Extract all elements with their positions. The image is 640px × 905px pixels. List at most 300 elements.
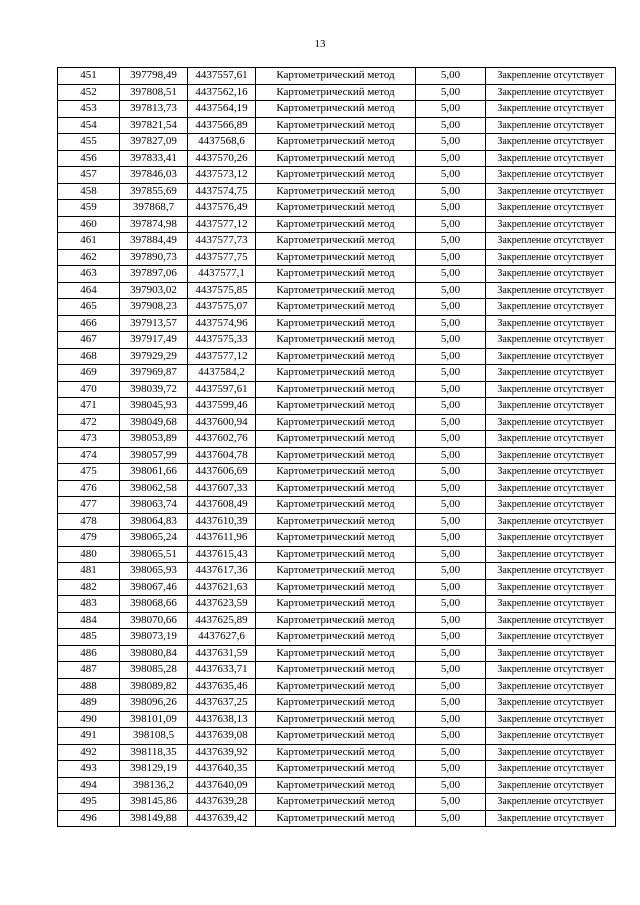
method-cell: Картометрический метод [256, 266, 416, 283]
fixation-cell: Закрепление отсутствует [486, 200, 616, 217]
method-cell: Картометрический метод [256, 563, 416, 580]
method-cell: Картометрический метод [256, 117, 416, 134]
fixation-cell: Закрепление отсутствует [486, 183, 616, 200]
y-coordinate-cell: 4437597,61 [188, 381, 256, 398]
x-coordinate-cell: 398129,19 [120, 761, 188, 778]
fixation-cell: Закрепление отсутствует [486, 612, 616, 629]
fixation-cell: Закрепление отсутствует [486, 629, 616, 646]
point-number-cell: 463 [58, 266, 120, 283]
accuracy-cell: 5,00 [416, 695, 486, 712]
accuracy-cell: 5,00 [416, 546, 486, 563]
x-coordinate-cell: 397798,49 [120, 68, 188, 85]
table-row [58, 299, 616, 316]
method-cell: Картометрический метод [256, 84, 416, 101]
x-coordinate-cell: 398067,46 [120, 579, 188, 596]
table-row [58, 761, 616, 778]
x-coordinate-cell: 398089,82 [120, 678, 188, 695]
fixation-cell: Закрепление отсутствует [486, 381, 616, 398]
method-cell: Картометрический метод [256, 695, 416, 712]
x-coordinate-cell: 397969,87 [120, 365, 188, 382]
method-cell: Картометрический метод [256, 464, 416, 481]
accuracy-cell: 5,00 [416, 761, 486, 778]
fixation-cell: Закрепление отсутствует [486, 150, 616, 167]
x-coordinate-cell: 398073,19 [120, 629, 188, 646]
accuracy-cell: 5,00 [416, 480, 486, 497]
x-coordinate-cell: 398064,83 [120, 513, 188, 530]
accuracy-cell: 5,00 [416, 134, 486, 151]
point-number-cell: 488 [58, 678, 120, 695]
y-coordinate-cell: 4437566,89 [188, 117, 256, 134]
table-row [58, 101, 616, 118]
x-coordinate-cell: 398118,35 [120, 744, 188, 761]
x-coordinate-cell: 398061,66 [120, 464, 188, 481]
x-coordinate-cell: 397846,03 [120, 167, 188, 184]
table-row [58, 464, 616, 481]
fixation-cell: Закрепление отсутствует [486, 464, 616, 481]
point-number-cell: 456 [58, 150, 120, 167]
method-cell: Картометрический метод [256, 315, 416, 332]
method-cell: Картометрический метод [256, 233, 416, 250]
point-number-cell: 451 [58, 68, 120, 85]
y-coordinate-cell: 4437604,78 [188, 447, 256, 464]
method-cell: Картометрический метод [256, 68, 416, 85]
x-coordinate-cell: 397897,06 [120, 266, 188, 283]
fixation-cell: Закрепление отсутствует [486, 431, 616, 448]
method-cell: Картометрический метод [256, 662, 416, 679]
x-coordinate-cell: 397821,54 [120, 117, 188, 134]
point-number-cell: 477 [58, 497, 120, 514]
x-coordinate-cell: 398049,68 [120, 414, 188, 431]
table-row [58, 117, 616, 134]
y-coordinate-cell: 4437640,35 [188, 761, 256, 778]
fixation-cell: Закрепление отсутствует [486, 68, 616, 85]
method-cell: Картометрический метод [256, 183, 416, 200]
y-coordinate-cell: 4437577,12 [188, 348, 256, 365]
method-cell: Картометрический метод [256, 348, 416, 365]
accuracy-cell: 5,00 [416, 68, 486, 85]
y-coordinate-cell: 4437602,76 [188, 431, 256, 448]
method-cell: Картометрический метод [256, 744, 416, 761]
accuracy-cell: 5,00 [416, 711, 486, 728]
fixation-cell: Закрепление отсутствует [486, 810, 616, 827]
method-cell: Картометрический метод [256, 777, 416, 794]
point-number-cell: 485 [58, 629, 120, 646]
point-number-cell: 494 [58, 777, 120, 794]
table-row [58, 513, 616, 530]
accuracy-cell: 5,00 [416, 117, 486, 134]
method-cell: Картометрический метод [256, 678, 416, 695]
point-number-cell: 467 [58, 332, 120, 349]
method-cell: Картометрический метод [256, 398, 416, 415]
fixation-cell: Закрепление отсутствует [486, 645, 616, 662]
point-number-cell: 491 [58, 728, 120, 745]
point-number-cell: 486 [58, 645, 120, 662]
x-coordinate-cell: 397908,23 [120, 299, 188, 316]
x-coordinate-cell: 398065,51 [120, 546, 188, 563]
x-coordinate-cell: 397890,73 [120, 249, 188, 266]
fixation-cell: Закрепление отсутствует [486, 480, 616, 497]
point-number-cell: 474 [58, 447, 120, 464]
method-cell: Картометрический метод [256, 200, 416, 217]
fixation-cell: Закрепление отсутствует [486, 315, 616, 332]
accuracy-cell: 5,00 [416, 563, 486, 580]
accuracy-cell: 5,00 [416, 777, 486, 794]
method-cell: Картометрический метод [256, 167, 416, 184]
table-row [58, 711, 616, 728]
x-coordinate-cell: 398068,66 [120, 596, 188, 613]
method-cell: Картометрический метод [256, 447, 416, 464]
method-cell: Картометрический метод [256, 332, 416, 349]
y-coordinate-cell: 4437640,09 [188, 777, 256, 794]
table-row [58, 266, 616, 283]
fixation-cell: Закрепление отсутствует [486, 728, 616, 745]
accuracy-cell: 5,00 [416, 183, 486, 200]
y-coordinate-cell: 4437577,1 [188, 266, 256, 283]
accuracy-cell: 5,00 [416, 233, 486, 250]
fixation-cell: Закрепление отсутствует [486, 233, 616, 250]
table-row [58, 662, 616, 679]
table-row [58, 497, 616, 514]
point-number-cell: 489 [58, 695, 120, 712]
table-row [58, 596, 616, 613]
accuracy-cell: 5,00 [416, 728, 486, 745]
y-coordinate-cell: 4437638,13 [188, 711, 256, 728]
x-coordinate-cell: 398108,5 [120, 728, 188, 745]
fixation-cell: Закрепление отсутствует [486, 216, 616, 233]
y-coordinate-cell: 4437608,49 [188, 497, 256, 514]
table-row [58, 579, 616, 596]
accuracy-cell: 5,00 [416, 612, 486, 629]
method-cell: Картометрический метод [256, 513, 416, 530]
point-number-cell: 495 [58, 794, 120, 811]
accuracy-cell: 5,00 [416, 398, 486, 415]
y-coordinate-cell: 4437633,71 [188, 662, 256, 679]
table-row [58, 563, 616, 580]
accuracy-cell: 5,00 [416, 381, 486, 398]
table-row [58, 645, 616, 662]
x-coordinate-cell: 398062,58 [120, 480, 188, 497]
y-coordinate-cell: 4437635,46 [188, 678, 256, 695]
x-coordinate-cell: 398057,99 [120, 447, 188, 464]
fixation-cell: Закрепление отсутствует [486, 761, 616, 778]
method-cell: Картометрический метод [256, 761, 416, 778]
x-coordinate-cell: 397813,73 [120, 101, 188, 118]
method-cell: Картометрический метод [256, 629, 416, 646]
x-coordinate-cell: 398149,88 [120, 810, 188, 827]
fixation-cell: Закрепление отсутствует [486, 711, 616, 728]
table-row [58, 431, 616, 448]
coordinates-table-body [58, 68, 616, 827]
method-cell: Картометрический метод [256, 579, 416, 596]
method-cell: Картометрический метод [256, 282, 416, 299]
method-cell: Картометрический метод [256, 299, 416, 316]
y-coordinate-cell: 4437627,6 [188, 629, 256, 646]
fixation-cell: Закрепление отсутствует [486, 84, 616, 101]
method-cell: Картометрический метод [256, 480, 416, 497]
point-number-cell: 472 [58, 414, 120, 431]
y-coordinate-cell: 4437621,63 [188, 579, 256, 596]
point-number-cell: 493 [58, 761, 120, 778]
y-coordinate-cell: 4437573,12 [188, 167, 256, 184]
accuracy-cell: 5,00 [416, 282, 486, 299]
fixation-cell: Закрепление отсутствует [486, 546, 616, 563]
x-coordinate-cell: 398096,26 [120, 695, 188, 712]
fixation-cell: Закрепление отсутствует [486, 414, 616, 431]
table-row [58, 794, 616, 811]
fixation-cell: Закрепление отсутствует [486, 447, 616, 464]
point-number-cell: 454 [58, 117, 120, 134]
method-cell: Картометрический метод [256, 381, 416, 398]
table-row [58, 315, 616, 332]
y-coordinate-cell: 4437599,46 [188, 398, 256, 415]
x-coordinate-cell: 398085,28 [120, 662, 188, 679]
x-coordinate-cell: 398065,24 [120, 530, 188, 547]
table-row [58, 365, 616, 382]
point-number-cell: 481 [58, 563, 120, 580]
point-number-cell: 453 [58, 101, 120, 118]
table-row [58, 612, 616, 629]
table-row [58, 398, 616, 415]
y-coordinate-cell: 4437606,69 [188, 464, 256, 481]
y-coordinate-cell: 4437568,6 [188, 134, 256, 151]
table-row [58, 546, 616, 563]
y-coordinate-cell: 4437562,16 [188, 84, 256, 101]
point-number-cell: 487 [58, 662, 120, 679]
table-row [58, 233, 616, 250]
accuracy-cell: 5,00 [416, 629, 486, 646]
fixation-cell: Закрепление отсутствует [486, 332, 616, 349]
method-cell: Картометрический метод [256, 612, 416, 629]
accuracy-cell: 5,00 [416, 414, 486, 431]
table-row [58, 447, 616, 464]
point-number-cell: 466 [58, 315, 120, 332]
fixation-cell: Закрепление отсутствует [486, 398, 616, 415]
x-coordinate-cell: 398145,86 [120, 794, 188, 811]
fixation-cell: Закрепление отсутствует [486, 744, 616, 761]
x-coordinate-cell: 397913,57 [120, 315, 188, 332]
accuracy-cell: 5,00 [416, 315, 486, 332]
fixation-cell: Закрепление отсутствует [486, 134, 616, 151]
x-coordinate-cell: 397884,49 [120, 233, 188, 250]
table-row [58, 183, 616, 200]
accuracy-cell: 5,00 [416, 596, 486, 613]
point-number-cell: 475 [58, 464, 120, 481]
accuracy-cell: 5,00 [416, 678, 486, 695]
y-coordinate-cell: 4437574,96 [188, 315, 256, 332]
accuracy-cell: 5,00 [416, 299, 486, 316]
fixation-cell: Закрепление отсутствует [486, 794, 616, 811]
y-coordinate-cell: 4437577,73 [188, 233, 256, 250]
table-row [58, 150, 616, 167]
table-row [58, 381, 616, 398]
x-coordinate-cell: 398053,89 [120, 431, 188, 448]
accuracy-cell: 5,00 [416, 530, 486, 547]
point-number-cell: 482 [58, 579, 120, 596]
y-coordinate-cell: 4437584,2 [188, 365, 256, 382]
point-number-cell: 496 [58, 810, 120, 827]
y-coordinate-cell: 4437611,96 [188, 530, 256, 547]
fixation-cell: Закрепление отсутствует [486, 101, 616, 118]
point-number-cell: 465 [58, 299, 120, 316]
accuracy-cell: 5,00 [416, 744, 486, 761]
table-row [58, 68, 616, 85]
accuracy-cell: 5,00 [416, 216, 486, 233]
y-coordinate-cell: 4437639,92 [188, 744, 256, 761]
x-coordinate-cell: 397929,29 [120, 348, 188, 365]
table-row [58, 167, 616, 184]
table-row [58, 480, 616, 497]
table-row [58, 200, 616, 217]
y-coordinate-cell: 4437615,43 [188, 546, 256, 563]
method-cell: Картометрический метод [256, 530, 416, 547]
y-coordinate-cell: 4437623,59 [188, 596, 256, 613]
method-cell: Картометрический метод [256, 596, 416, 613]
point-number-cell: 492 [58, 744, 120, 761]
x-coordinate-cell: 398101,09 [120, 711, 188, 728]
x-coordinate-cell: 397917,49 [120, 332, 188, 349]
fixation-cell: Закрепление отсутствует [486, 777, 616, 794]
method-cell: Картометрический метод [256, 365, 416, 382]
table-row [58, 84, 616, 101]
point-number-cell: 476 [58, 480, 120, 497]
accuracy-cell: 5,00 [416, 365, 486, 382]
fixation-cell: Закрепление отсутствует [486, 497, 616, 514]
x-coordinate-cell: 398136,2 [120, 777, 188, 794]
fixation-cell: Закрепление отсутствует [486, 678, 616, 695]
y-coordinate-cell: 4437557,61 [188, 68, 256, 85]
y-coordinate-cell: 4437575,85 [188, 282, 256, 299]
table-row [58, 530, 616, 547]
x-coordinate-cell: 397903,02 [120, 282, 188, 299]
fixation-cell: Закрепление отсутствует [486, 596, 616, 613]
table-row [58, 216, 616, 233]
method-cell: Картометрический метод [256, 728, 416, 745]
y-coordinate-cell: 4437576,49 [188, 200, 256, 217]
method-cell: Картометрический метод [256, 101, 416, 118]
point-number-cell: 462 [58, 249, 120, 266]
fixation-cell: Закрепление отсутствует [486, 167, 616, 184]
accuracy-cell: 5,00 [416, 464, 486, 481]
accuracy-cell: 5,00 [416, 447, 486, 464]
accuracy-cell: 5,00 [416, 497, 486, 514]
fixation-cell: Закрепление отсутствует [486, 348, 616, 365]
fixation-cell: Закрепление отсутствует [486, 513, 616, 530]
fixation-cell: Закрепление отсутствует [486, 266, 616, 283]
point-number-cell: 490 [58, 711, 120, 728]
fixation-cell: Закрепление отсутствует [486, 365, 616, 382]
table-row [58, 134, 616, 151]
point-number-cell: 457 [58, 167, 120, 184]
accuracy-cell: 5,00 [416, 101, 486, 118]
x-coordinate-cell: 397808,51 [120, 84, 188, 101]
accuracy-cell: 5,00 [416, 200, 486, 217]
accuracy-cell: 5,00 [416, 794, 486, 811]
y-coordinate-cell: 4437639,28 [188, 794, 256, 811]
method-cell: Картометрический метод [256, 431, 416, 448]
accuracy-cell: 5,00 [416, 150, 486, 167]
table-row [58, 348, 616, 365]
accuracy-cell: 5,00 [416, 810, 486, 827]
fixation-cell: Закрепление отсутствует [486, 579, 616, 596]
x-coordinate-cell: 397874,98 [120, 216, 188, 233]
method-cell: Картометрический метод [256, 497, 416, 514]
y-coordinate-cell: 4437617,36 [188, 563, 256, 580]
y-coordinate-cell: 4437577,12 [188, 216, 256, 233]
point-number-cell: 468 [58, 348, 120, 365]
point-number-cell: 461 [58, 233, 120, 250]
y-coordinate-cell: 4437575,07 [188, 299, 256, 316]
point-number-cell: 460 [58, 216, 120, 233]
fixation-cell: Закрепление отсутствует [486, 249, 616, 266]
x-coordinate-cell: 398039,72 [120, 381, 188, 398]
y-coordinate-cell: 4437637,25 [188, 695, 256, 712]
method-cell: Картометрический метод [256, 216, 416, 233]
x-coordinate-cell: 398045,93 [120, 398, 188, 415]
x-coordinate-cell: 398063,74 [120, 497, 188, 514]
accuracy-cell: 5,00 [416, 167, 486, 184]
table-row [58, 744, 616, 761]
point-number-cell: 455 [58, 134, 120, 151]
point-number-cell: 471 [58, 398, 120, 415]
y-coordinate-cell: 4437577,75 [188, 249, 256, 266]
y-coordinate-cell: 4437600,94 [188, 414, 256, 431]
table-row [58, 629, 616, 646]
x-coordinate-cell: 397833,41 [120, 150, 188, 167]
accuracy-cell: 5,00 [416, 513, 486, 530]
accuracy-cell: 5,00 [416, 579, 486, 596]
table-row [58, 728, 616, 745]
method-cell: Картометрический метод [256, 414, 416, 431]
y-coordinate-cell: 4437607,33 [188, 480, 256, 497]
point-number-cell: 479 [58, 530, 120, 547]
point-number-cell: 459 [58, 200, 120, 217]
method-cell: Картометрический метод [256, 645, 416, 662]
method-cell: Картометрический метод [256, 810, 416, 827]
fixation-cell: Закрепление отсутствует [486, 282, 616, 299]
point-number-cell: 452 [58, 84, 120, 101]
y-coordinate-cell: 4437610,39 [188, 513, 256, 530]
y-coordinate-cell: 4437631,59 [188, 645, 256, 662]
method-cell: Картометрический метод [256, 150, 416, 167]
table-row [58, 414, 616, 431]
coordinates-table [57, 67, 616, 827]
point-number-cell: 469 [58, 365, 120, 382]
y-coordinate-cell: 4437625,89 [188, 612, 256, 629]
fixation-cell: Закрепление отсутствует [486, 563, 616, 580]
table-row [58, 777, 616, 794]
point-number-cell: 464 [58, 282, 120, 299]
page-number: 13 [314, 38, 326, 50]
accuracy-cell: 5,00 [416, 266, 486, 283]
point-number-cell: 478 [58, 513, 120, 530]
method-cell: Картометрический метод [256, 794, 416, 811]
point-number-cell: 458 [58, 183, 120, 200]
table-row [58, 282, 616, 299]
fixation-cell: Закрепление отсутствует [486, 695, 616, 712]
x-coordinate-cell: 397855,69 [120, 183, 188, 200]
y-coordinate-cell: 4437575,33 [188, 332, 256, 349]
accuracy-cell: 5,00 [416, 249, 486, 266]
method-cell: Картометрический метод [256, 249, 416, 266]
table-row [58, 810, 616, 827]
x-coordinate-cell: 398070,66 [120, 612, 188, 629]
method-cell: Картометрический метод [256, 134, 416, 151]
accuracy-cell: 5,00 [416, 332, 486, 349]
table-row [58, 332, 616, 349]
fixation-cell: Закрепление отсутствует [486, 299, 616, 316]
x-coordinate-cell: 397827,09 [120, 134, 188, 151]
accuracy-cell: 5,00 [416, 84, 486, 101]
